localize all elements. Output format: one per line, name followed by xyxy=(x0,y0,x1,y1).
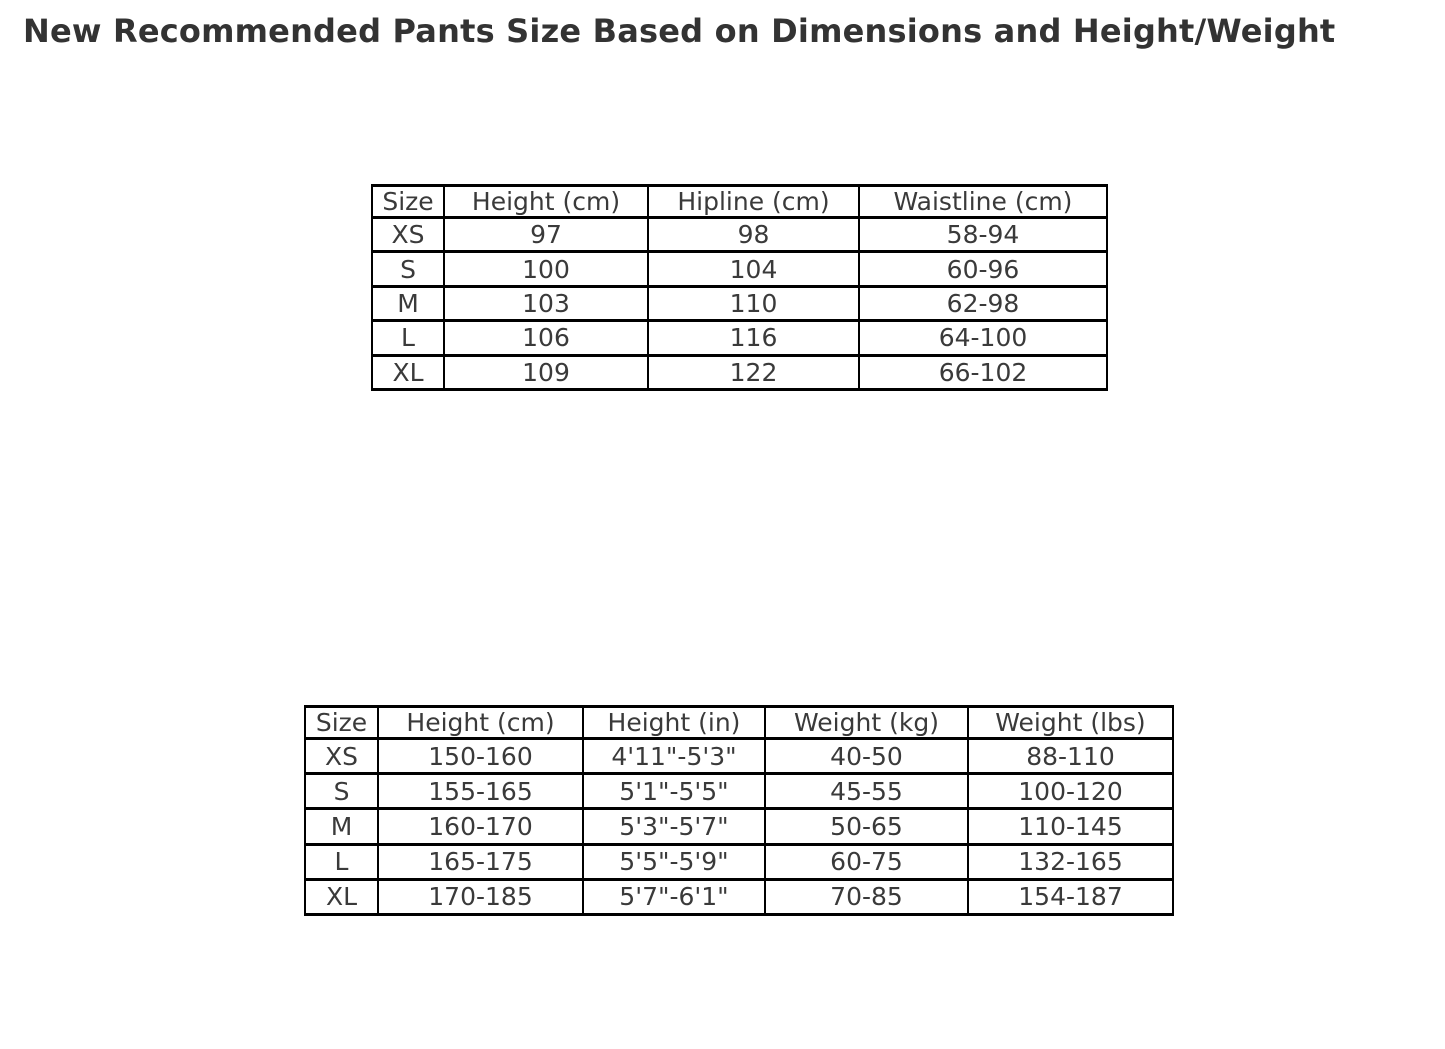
column-header: Weight (lbs) xyxy=(968,707,1173,739)
header-row xyxy=(305,707,1173,739)
pants-height-weight-table xyxy=(304,705,1174,916)
table-row xyxy=(372,321,1107,355)
table-cell: XL xyxy=(305,879,378,914)
table-row xyxy=(305,879,1173,914)
table-cell: 100-120 xyxy=(968,774,1173,809)
table-cell: S xyxy=(372,252,444,286)
table-cell: 110-145 xyxy=(968,809,1173,844)
column-header: Height (cm) xyxy=(444,186,648,218)
table-cell: 155-165 xyxy=(378,774,583,809)
table-cell: 5'5"-5'9" xyxy=(583,844,765,879)
table-row xyxy=(372,286,1107,320)
figure-title: New Recommended Pants Size Based on Dimensions and Height/Weight xyxy=(23,12,1336,50)
table-cell: 58-94 xyxy=(859,218,1107,252)
table-row xyxy=(372,252,1107,286)
table-cell: 97 xyxy=(444,218,648,252)
table-cell: XL xyxy=(372,355,444,389)
table-cell: 106 xyxy=(444,321,648,355)
table-row xyxy=(305,774,1173,809)
table-cell: M xyxy=(305,809,378,844)
table-row xyxy=(372,355,1107,389)
table-cell: 104 xyxy=(648,252,859,286)
table-cell: 5'1"-5'5" xyxy=(583,774,765,809)
column-header: Waistline (cm) xyxy=(859,186,1107,218)
table-cell: 60-75 xyxy=(765,844,968,879)
column-header: Height (cm) xyxy=(378,707,583,739)
table-row xyxy=(305,809,1173,844)
table-cell: XS xyxy=(305,739,378,774)
column-header: Weight (kg) xyxy=(765,707,968,739)
table-cell: L xyxy=(372,321,444,355)
table-cell: 165-175 xyxy=(378,844,583,879)
table-cell: XS xyxy=(372,218,444,252)
table-cell: 116 xyxy=(648,321,859,355)
table-cell: 103 xyxy=(444,286,648,320)
table-cell: S xyxy=(305,774,378,809)
table-cell: 109 xyxy=(444,355,648,389)
table-cell: 110 xyxy=(648,286,859,320)
table-cell: 4'11"-5'3" xyxy=(583,739,765,774)
column-header: Height (in) xyxy=(583,707,765,739)
table-cell: 40-50 xyxy=(765,739,968,774)
table-cell: 100 xyxy=(444,252,648,286)
column-header: Hipline (cm) xyxy=(648,186,859,218)
table-cell: 88-110 xyxy=(968,739,1173,774)
pants-dimensions-table xyxy=(371,184,1108,391)
table-cell: 154-187 xyxy=(968,879,1173,914)
table-cell: M xyxy=(372,286,444,320)
table-row xyxy=(305,739,1173,774)
table-cell: 150-160 xyxy=(378,739,583,774)
table-cell: 50-65 xyxy=(765,809,968,844)
column-header: Size xyxy=(372,186,444,218)
table-cell: 98 xyxy=(648,218,859,252)
table-cell: L xyxy=(305,844,378,879)
table-cell: 170-185 xyxy=(378,879,583,914)
table-cell: 64-100 xyxy=(859,321,1107,355)
table-cell: 66-102 xyxy=(859,355,1107,389)
table-cell: 70-85 xyxy=(765,879,968,914)
table-cell: 45-55 xyxy=(765,774,968,809)
column-header: Size xyxy=(305,707,378,739)
table-cell: 122 xyxy=(648,355,859,389)
table-row xyxy=(305,844,1173,879)
header-row xyxy=(372,186,1107,218)
table-cell: 62-98 xyxy=(859,286,1107,320)
table-cell: 132-165 xyxy=(968,844,1173,879)
table-cell: 60-96 xyxy=(859,252,1107,286)
table-cell: 5'3"-5'7" xyxy=(583,809,765,844)
table-row xyxy=(372,218,1107,252)
table-cell: 5'7"-6'1" xyxy=(583,879,765,914)
table-cell: 160-170 xyxy=(378,809,583,844)
